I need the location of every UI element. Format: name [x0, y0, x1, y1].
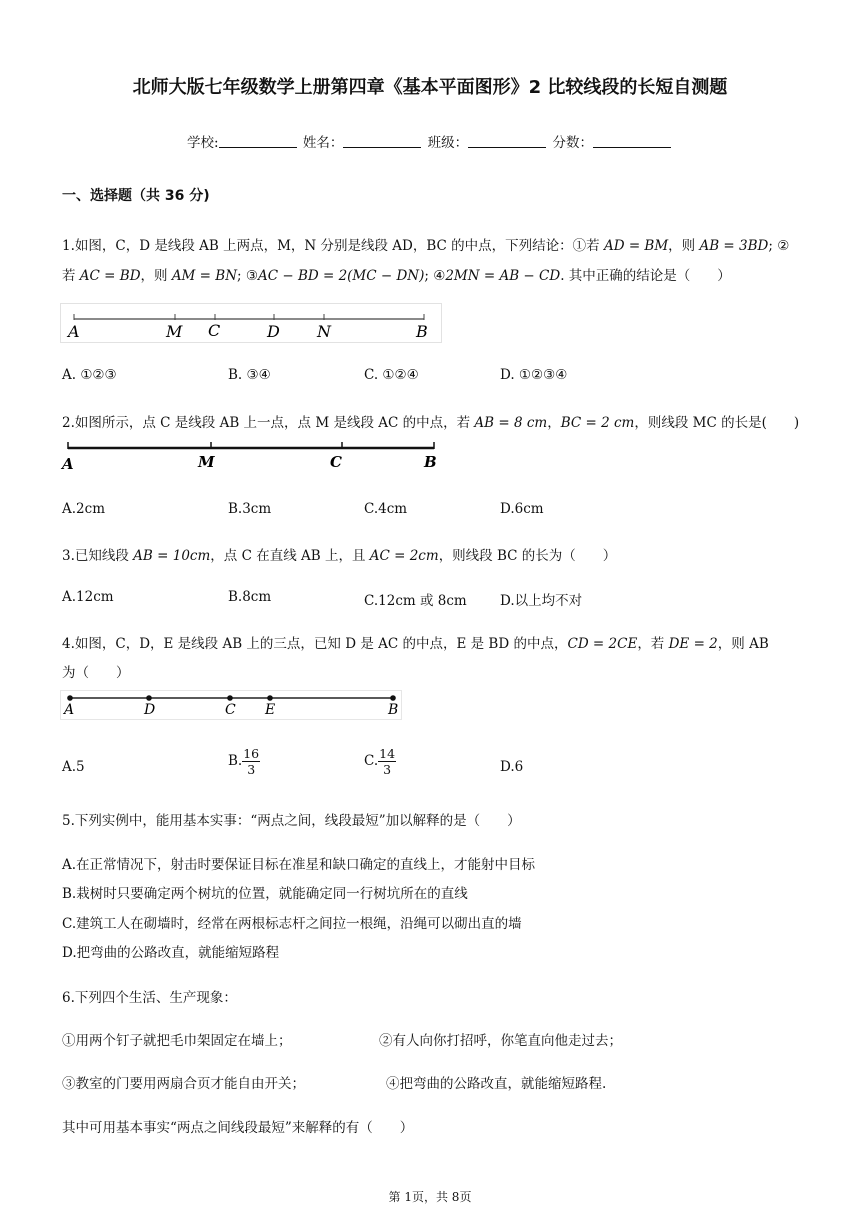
- q4-option-d[interactable]: D.6: [500, 759, 524, 775]
- q2-stem: 2.如图所示，点 C 是线段 AB 上一点，点 M 是线段 AC 的中点，若 AB = 8 cm，BC = 2 cm，则线段 MC 的长是( ): [62, 415, 800, 431]
- q4-option-b[interactable]: B. $\frac{16}{3}$: [228, 746, 260, 777]
- q6-stem: 6.下列四个生活、生产现象：: [62, 990, 237, 1006]
- q2-label-m: M: [198, 453, 215, 471]
- q2-label-b: B: [424, 453, 437, 471]
- q5-option-c[interactable]: C.建筑工人在砌墙时，经常在两根标志杆之间拉一根绳，沿绳可以砌出直的墙: [62, 916, 522, 932]
- q5-option-b[interactable]: B.栽树时只要确定两个树坑的位置，就能确定同一行树坑所在的直线: [62, 886, 468, 902]
- q4-option-c[interactable]: C. $\frac{14}{3}$: [364, 746, 396, 777]
- q1-label-c: C: [208, 321, 221, 340]
- q2-option-c[interactable]: C.4cm: [364, 501, 408, 517]
- q3-option-d[interactable]: D.以上均不对: [500, 593, 583, 609]
- q1-label-n: N: [317, 322, 331, 341]
- q3-stem: 3.已知线段 AB = 10cm，点 C 在直线 AB 上，且 AC = 2cm，则线段 BC 的长为（ ）: [62, 548, 617, 564]
- name-blank[interactable]: [343, 135, 421, 148]
- q1-stem-line1: 1.如图，C，D 是线段 AB 上两点，M，N 分别是线段 AD，BC 的中点，下列结论：①若 AD = BM，则 AB = 3BD; ②: [62, 238, 790, 254]
- section-heading: 一、选择题（共 36 分): [62, 188, 210, 204]
- school-blank[interactable]: [219, 135, 297, 148]
- q5-option-d[interactable]: D.把弯曲的公路改直，就能缩短路程: [62, 945, 280, 961]
- q5-stem: 5.下列实例中，能用基本实事：“两点之间，线段最短”加以解释的是（ ）: [62, 813, 521, 829]
- page-footer: 第 1页，共 8页: [388, 1190, 472, 1204]
- q2-label-a: A: [62, 455, 74, 473]
- class-label: 班级：: [427, 135, 469, 151]
- q4-figure: [60, 690, 402, 720]
- class-blank[interactable]: [468, 135, 546, 148]
- q4-label-c: C: [225, 702, 236, 718]
- page-title: 北师大版七年级数学上册第四章《基本平面图形》2 比较线段的长短自测题: [132, 77, 728, 98]
- q2-option-d[interactable]: D.6cm: [500, 501, 544, 517]
- student-info-row: [0, 131, 860, 151]
- q1-label-m: M: [166, 322, 183, 341]
- q4-label-a: A: [64, 702, 75, 718]
- q4-stem-line1: 4.如图，C，D，E 是线段 AB 上的三点，已知 D 是 AC 的中点，E 是 BD 的中点，CD = 2CE，若 DE = 2，则 AB: [62, 636, 769, 652]
- q6-item-4: ④把弯曲的公路改直，就能缩短路程.: [386, 1076, 607, 1092]
- q3-option-b[interactable]: B.8cm: [228, 589, 272, 605]
- q4-stem-line2: 为（ ）: [62, 665, 130, 681]
- q4-label-e: E: [265, 702, 276, 718]
- q2-option-a[interactable]: A.2cm: [62, 501, 105, 517]
- score-blank[interactable]: [593, 135, 671, 148]
- q2-label-c: C: [330, 453, 342, 471]
- q3-option-c[interactable]: C.12cm 或 8cm: [364, 593, 467, 609]
- q4-label-d: D: [144, 702, 156, 718]
- score-label: 分数：: [552, 135, 593, 151]
- q4-option-c-fraction: $\frac{14}{3}$: [379, 746, 396, 777]
- q1-label-b: B: [416, 322, 428, 341]
- q1-option-b[interactable]: B. ③④: [228, 367, 271, 383]
- q6-question: 其中可用基本事实“两点之间线段最短”来解释的有（ ）: [62, 1120, 414, 1136]
- q1-option-a[interactable]: A. ①②③: [62, 367, 117, 383]
- q6-item-2: ②有人向你打招呼，你笔直向他走过去；: [379, 1033, 622, 1049]
- q4-label-b: B: [388, 702, 399, 718]
- name-label: 姓名：: [302, 135, 344, 151]
- q5-option-a[interactable]: A.在正常情况下，射击时要保证目标在准星和缺口确定的直线上，才能射中目标: [62, 857, 536, 873]
- q1-stem-line2: 若 AC = BD，则 AM = BN; ③AC − BD = 2(MC − DN); ④2MN = AB − CD. 其中正确的结论是（ ）: [62, 268, 731, 284]
- q1-label-d: D: [267, 322, 280, 341]
- q6-item-1: ①用两个钉子就把毛巾架固定在墙上；: [62, 1033, 292, 1049]
- q2-figure: [60, 438, 440, 474]
- q1-label-a: A: [68, 322, 80, 341]
- q4-option-a[interactable]: A.5: [62, 759, 85, 775]
- q1-option-d[interactable]: D. ①②③④: [500, 367, 568, 383]
- q1-figure: [60, 303, 442, 343]
- q3-option-a[interactable]: A.12cm: [62, 589, 114, 605]
- q6-item-3: ③教室的门要用两扇合页才能自由开关；: [62, 1076, 305, 1092]
- q4-option-b-fraction: $\frac{16}{3}$: [243, 746, 260, 777]
- school-label: 学校:: [187, 135, 219, 151]
- q2-option-b[interactable]: B.3cm: [228, 501, 272, 517]
- q1-option-c[interactable]: C. ①②④: [364, 367, 419, 383]
